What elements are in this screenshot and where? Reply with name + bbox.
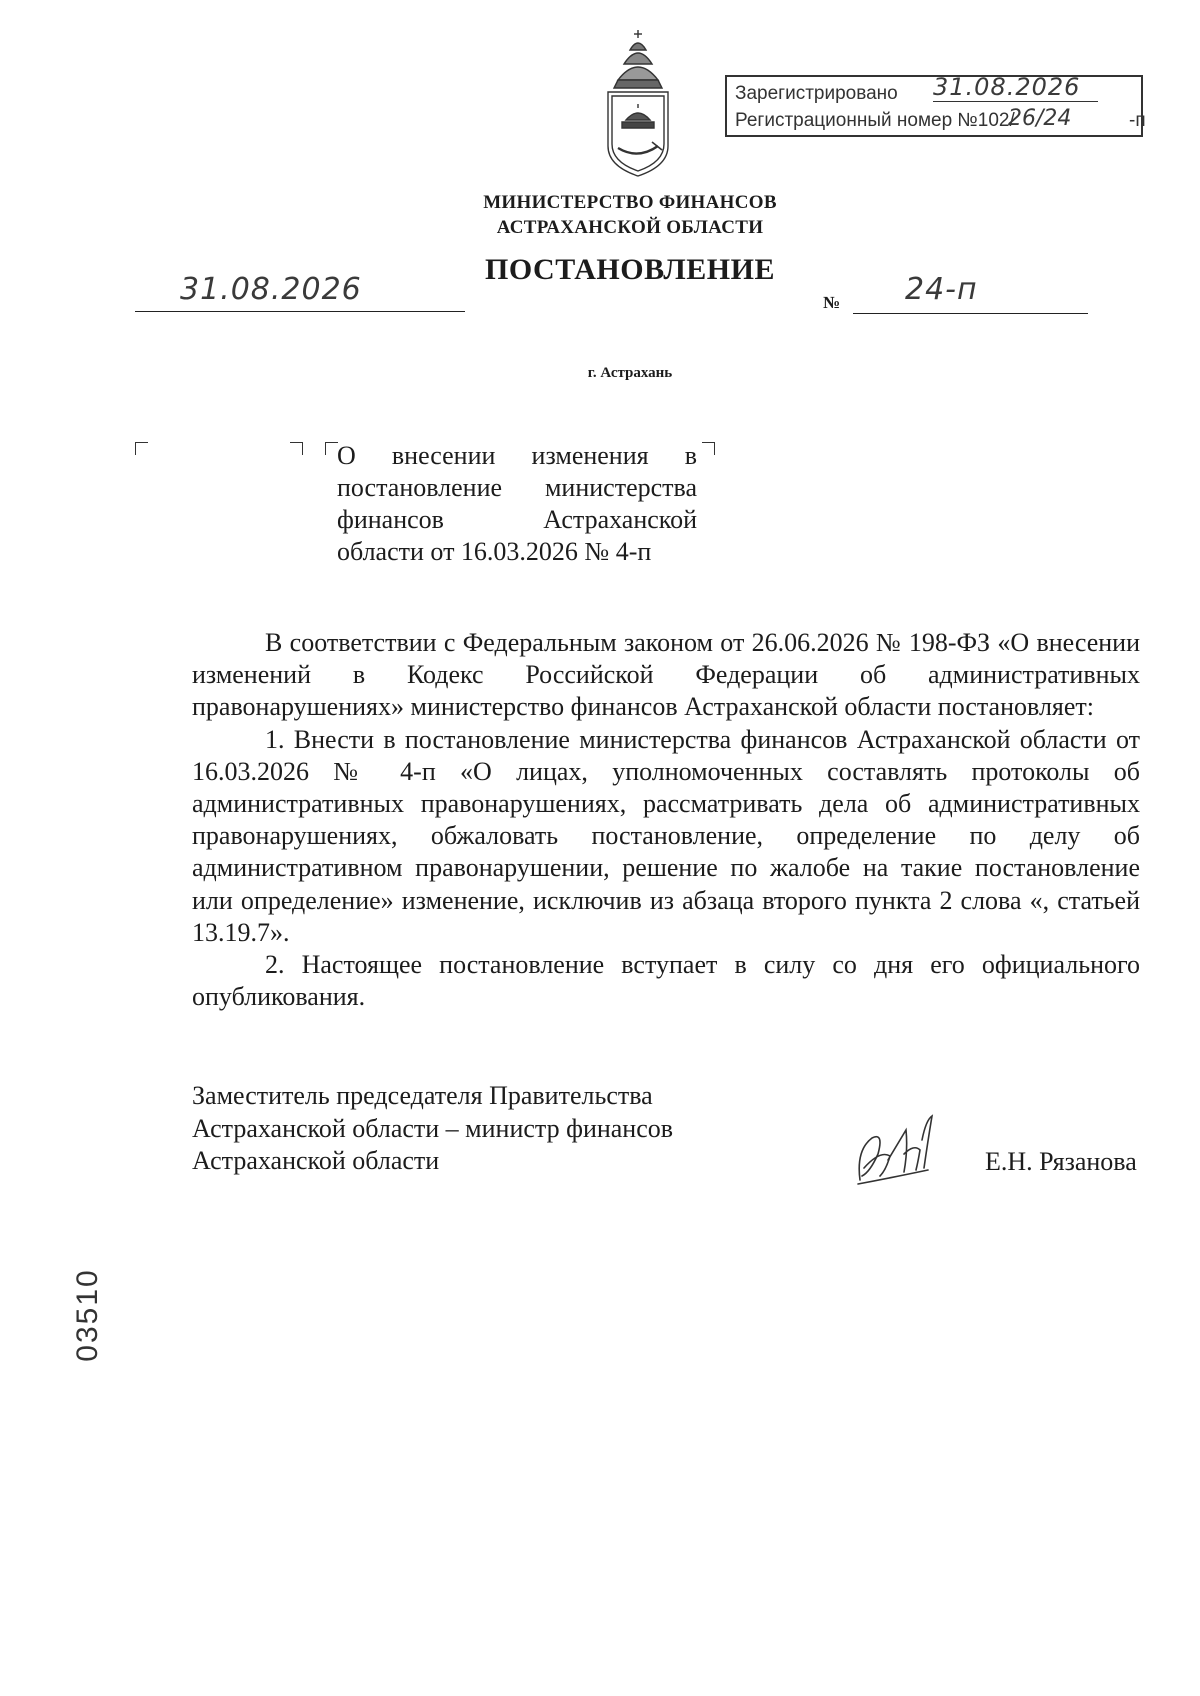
document-number: 24-п [905, 272, 978, 307]
body-item-2: 2. Настоящее постановление вступает в силу со дня его официального опубликования. [192, 950, 1140, 1012]
archive-number: 03510 [71, 1268, 104, 1362]
document-date: 31.08.2026 [180, 272, 362, 307]
date-underline [135, 310, 465, 312]
body-item-1: 1. Внести в постановление министерства финансов Астраханской области от 16.03.2026 № 4-п «О лицах, уполномоченных составлять протоколы об административных правонарушениях, рассматривать дела об административных правонарушениях, обжаловать постановление, определение по делу об административном правонарушении, решение по жалобе на такие постановление или определение» изменение, исключив из абзаца второго пункта 2 слова «, статьей 13.19.7». [192, 724, 1140, 947]
registration-number-label: Регистрационный номер №102/ [735, 110, 1015, 131]
ministry-name-line1: МИНИСТЕРСТВО ФИНАНСОВ [483, 192, 777, 213]
subject-corner-top-right [290, 442, 303, 455]
subject-corner-top-left [135, 442, 148, 455]
registration-stamp [725, 73, 1146, 137]
handwritten-signature [850, 1110, 950, 1190]
number-sign: № [823, 293, 841, 312]
document-subject: О внесении изменения в постановление министерства финансов Астраханской области от 16.03.2026 № 4-п [337, 441, 697, 566]
signer-position-line3: Астраханской области [192, 1146, 440, 1175]
signer-position-line1: Заместитель председателя Правительства [192, 1081, 653, 1110]
number-underline [853, 312, 1088, 314]
subject-corner-top-right-outer [702, 442, 715, 455]
registration-number-line [735, 106, 1146, 134]
body-preamble: В соответствии с Федеральным законом от 26.06.2026 № 198-ФЗ «О внесении изменений в Кодекс Российской Федерации об административных правонарушениях» министерство финансов Астраханской области постановляет: [192, 628, 1140, 722]
document-body [192, 627, 1140, 1013]
document-type-title: ПОСТАНОВЛЕНИЕ [485, 253, 775, 286]
registration-date-line [735, 73, 1141, 107]
signer-name: Е.Н. Рязанова [985, 1147, 1137, 1176]
registered-date: 31.08.2026 [933, 74, 1098, 102]
registered-label: Зарегистрировано [735, 83, 898, 104]
signer-position-line2: Астраханской области – министр финансов [192, 1113, 674, 1143]
registration-number-suffix: -п [1129, 110, 1146, 131]
ministry-name-line2: АСТРАХАНСКОЙ ОБЛАСТИ [496, 217, 764, 238]
registration-number-handwritten: 26/24 [1008, 106, 1072, 131]
city-label: г. Астрахань [587, 365, 673, 381]
ministry-name [380, 190, 880, 240]
coat-of-arms-emblem [600, 28, 676, 178]
signer-position [192, 1080, 752, 1178]
